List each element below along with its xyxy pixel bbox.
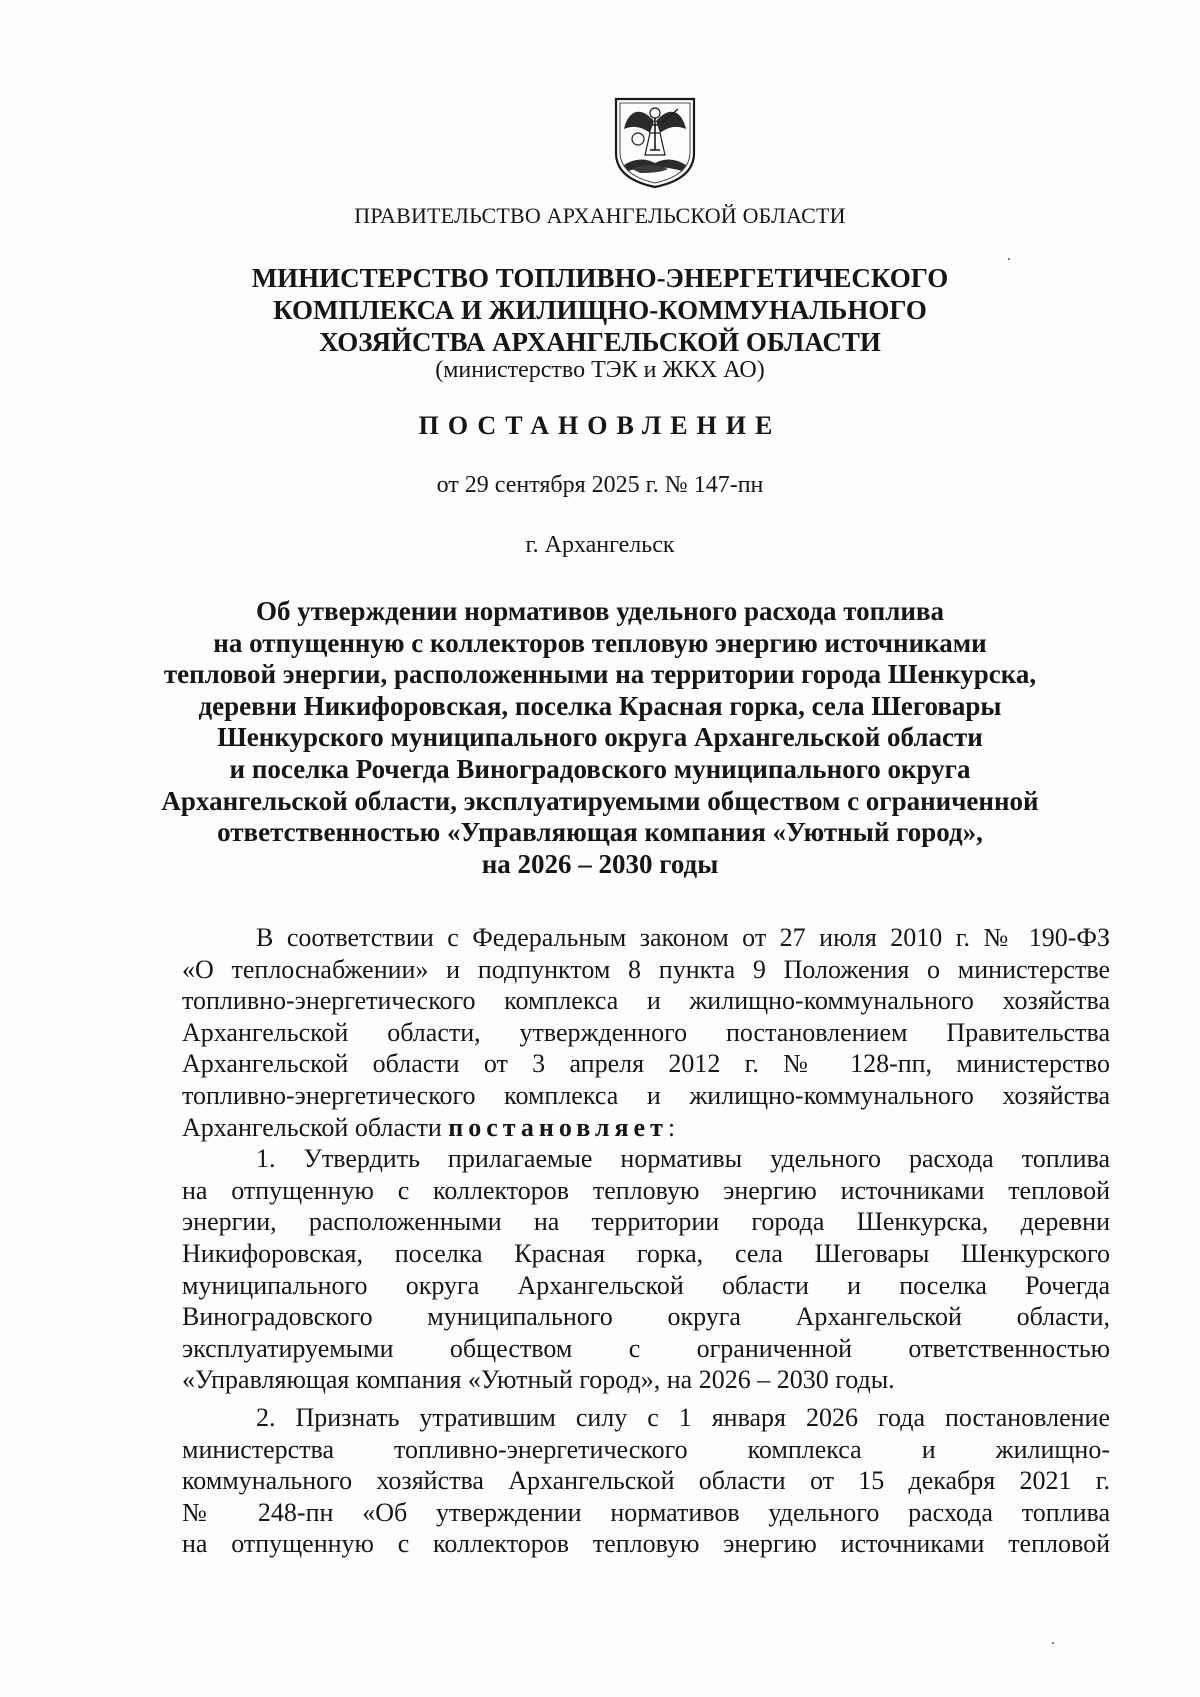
item1-line: 1. Утвердить прилагаемые нормативы удельного расхода топлива: [256, 1144, 1110, 1174]
decree-colon: :: [667, 1112, 676, 1142]
item1-line: муниципального округа Архангельской области и поселка Рочегда: [182, 1270, 1110, 1300]
document-type: ПОСТАНОВЛЕНИЕ: [418, 411, 782, 440]
preamble-last-text: Архангельской области: [182, 1112, 449, 1142]
item1-line: Виноградовского муниципального округа Архангельской области,: [182, 1302, 1110, 1332]
preamble-line: «О теплоснабжении» и подпунктом 8 пункта 9 Положения о министерстве: [182, 954, 1110, 984]
item2-line: коммунального хозяйства Архангельской области от 15 декабря 2021 г.: [182, 1466, 1110, 1496]
scan-speck: [1008, 258, 1010, 260]
item1-line: на отпущенную с коллекторов тепловую энергию источниками тепловой: [182, 1175, 1110, 1205]
item1-line: эксплуатируемыми обществом с ограниченной ответственностью: [182, 1333, 1110, 1363]
title-line: деревни Никифоровская, поселка Красная горка, села Шеговары: [198, 690, 1002, 721]
item1-line: «Управляющая компания «Уютный город», на 2026 – 2030 годы.: [182, 1365, 895, 1395]
item2-line: министерства топливно-энергетического комплекса и жилищно-: [182, 1434, 1110, 1464]
ministry-abbreviation: (министерство ТЭК и ЖКХ АО): [435, 357, 765, 383]
title-line: Шенкурского муниципального округа Архангельской области: [217, 722, 983, 753]
government-name: ПРАВИТЕЛЬСТВО АРХАНГЕЛЬСКОЙ ОБЛАСТИ: [354, 203, 846, 228]
title-line: на отпущенную с коллекторов тепловую энергию источниками: [213, 627, 987, 658]
item2-line: 2. Признать утратившим силу с 1 января 2026 года постановление: [256, 1402, 1110, 1432]
ministry-line: ХОЗЯЙСТВА АРХАНГЕЛЬСКОЙ ОБЛАСТИ: [319, 327, 881, 357]
arkhangelsk-coat-of-arms-icon: [610, 95, 700, 190]
ministry-line: КОМПЛЕКСА И ЖИЛИЩНО-КОММУНАЛЬНОГО: [273, 295, 927, 325]
item1-line: Никифоровская, поселка Красная горка, села Шеговары Шенкурского: [182, 1238, 1110, 1268]
item1-line: энергии, расположенными на территории города Шенкурска, деревни: [182, 1207, 1110, 1237]
item2-line: № 248-пн «Об утверждении нормативов удельного расхода топлива: [182, 1497, 1110, 1527]
item2-line: на отпущенную с коллекторов тепловую энергию источниками тепловой: [182, 1529, 1110, 1559]
preamble-line: Архангельской области, утвержденного постановлением Правительства: [182, 1017, 1110, 1047]
preamble-line: топливно-энергетического комплекса и жилищно-коммунального хозяйства: [182, 986, 1110, 1016]
preamble-line: Архангельской области от 3 апреля 2012 г. № 128-пп, министерство: [182, 1049, 1110, 1079]
document-date-number: от 29 сентября 2025 г. № 147-пн: [436, 472, 764, 498]
title-line: ответственностью «Управляющая компания «Уютный город»,: [217, 817, 983, 848]
document-body: [182, 922, 1110, 1560]
preamble-line: В соответствии с Федеральным законом от 27 июля 2010 г. № 190-ФЗ: [256, 923, 1110, 952]
preamble-line: [182, 1112, 1110, 1144]
title-line: на 2026 – 2030 годы: [481, 848, 719, 879]
document-title: [0, 596, 1200, 880]
decree-word: постановляет: [448, 1112, 668, 1142]
ministry-line: МИНИСТЕРСТВО ТОПЛИВНО-ЭНЕРГЕТИЧЕСКОГО: [251, 263, 949, 293]
scan-speck: [1052, 1642, 1054, 1644]
preamble-line: топливно-энергетического комплекса и жилищно-коммунального хозяйства: [182, 1080, 1110, 1110]
title-line: и поселка Рочегда Виноградовского муниципального округа: [229, 753, 971, 784]
title-line: тепловой энергии, расположенными на территории города Шенкурска,: [163, 659, 1037, 690]
title-line: Об утверждении нормативов удельного расхода топлива: [255, 596, 945, 626]
document-city: г. Архангельск: [525, 532, 675, 558]
ministry-name: [0, 262, 1200, 358]
title-line: Архангельской области, эксплуатируемыми обществом с ограниченной: [161, 785, 1039, 816]
